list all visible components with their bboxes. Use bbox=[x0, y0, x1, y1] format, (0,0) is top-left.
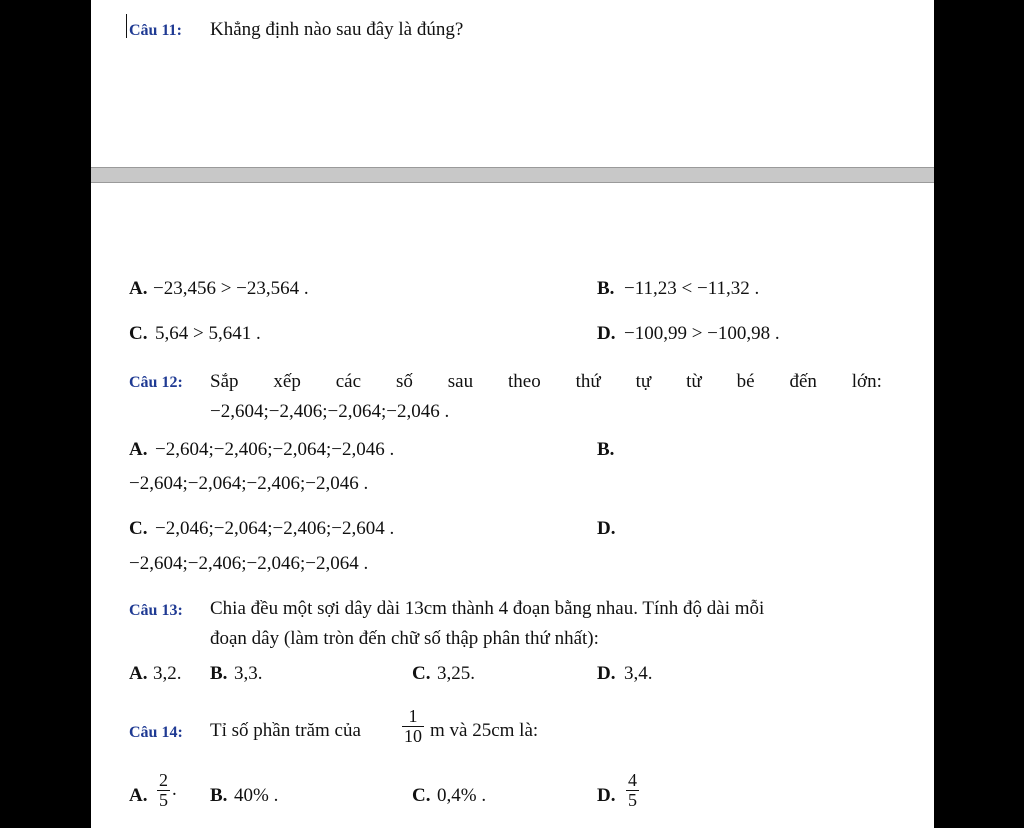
q12-option-a-label: A. bbox=[129, 439, 148, 460]
q14-fraction-numerator: 1 bbox=[408, 706, 418, 726]
q12-word: thứ bbox=[575, 371, 601, 392]
q14-option-d-denominator: 5 bbox=[628, 790, 637, 810]
q11-text: Khẳng định nào sau đây là đúng? bbox=[210, 19, 464, 40]
q11-label: Câu 11: bbox=[129, 22, 182, 39]
q13-label: Câu 13: bbox=[129, 602, 183, 619]
page-break-divider bbox=[91, 167, 934, 183]
text-cursor bbox=[126, 14, 127, 38]
q13-option-b-label: B. bbox=[210, 663, 228, 684]
q11-option-c-label: C. bbox=[129, 323, 148, 344]
q12-option-b-label: B. bbox=[597, 439, 615, 460]
q13-option-d-label: D. bbox=[597, 663, 616, 684]
q13-option-a-text: 3,2. bbox=[153, 663, 182, 684]
q13-line-2: đoạn dây (làm tròn đến chữ số thập phân thứ nhất): bbox=[210, 628, 599, 649]
q14-option-b-label: B. bbox=[210, 785, 228, 806]
q13-option-d-text: 3,4. bbox=[624, 663, 653, 684]
q14-text-before: Tỉ số phần trăm của bbox=[210, 720, 361, 741]
q14-text-after: m và 25cm là: bbox=[430, 720, 539, 741]
q12-word: Sắp bbox=[210, 371, 239, 392]
q13-line-1: Chia đều một sợi dây dài 13cm thành 4 đoạn bằng nhau. Tính độ dài mỗi bbox=[210, 598, 765, 619]
q12-word: bé bbox=[736, 371, 755, 392]
q14-option-d-numerator: 4 bbox=[628, 770, 637, 790]
q12-option-b-text: −2,604;−2,064;−2,406;−2,046 . bbox=[129, 473, 369, 494]
q14-option-a-numerator: 2 bbox=[159, 770, 168, 790]
q12-label: Câu 12: bbox=[129, 374, 183, 391]
q14-option-a-label: A. bbox=[129, 785, 148, 806]
q12-numbers: −2,604;−2,406;−2,064;−2,046 . bbox=[210, 401, 450, 422]
q14-option-b-text: 40% . bbox=[234, 785, 279, 806]
q12-option-c-text: −2,046;−2,064;−2,406;−2,604 . bbox=[155, 518, 395, 539]
q11-option-d-text: −100,99 > −100,98 . bbox=[624, 323, 780, 344]
q14-option-d-label: D. bbox=[597, 785, 616, 806]
q12-option-d-label: D. bbox=[597, 518, 616, 539]
q14-option-d-fraction bbox=[624, 771, 641, 810]
q14-option-a-denominator: 5 bbox=[159, 790, 168, 810]
q12-option-c-label: C. bbox=[129, 518, 148, 539]
q12-question-line bbox=[210, 371, 882, 393]
q12-word: lớn: bbox=[851, 371, 882, 392]
q12-word: đến bbox=[789, 371, 817, 392]
q12-word: theo bbox=[508, 371, 541, 392]
q14-label: Câu 14: bbox=[129, 724, 183, 741]
q14-fraction-denominator: 10 bbox=[404, 726, 422, 746]
q14-option-c-label: C. bbox=[412, 785, 431, 806]
q11-option-d-label: D. bbox=[597, 323, 616, 344]
q14-option-c-text: 0,4% . bbox=[437, 785, 487, 806]
q14-option-a-fraction bbox=[155, 771, 177, 810]
q12-word: từ bbox=[686, 371, 702, 392]
q12-word: số bbox=[395, 371, 413, 392]
q11-option-a-text: −23,456 > −23,564 . bbox=[153, 278, 309, 299]
q12-word: xếp bbox=[273, 371, 301, 392]
q11-option-c-text: 5,64 > 5,641 . bbox=[155, 323, 261, 344]
q14-fraction bbox=[400, 707, 426, 746]
q12-word: sau bbox=[447, 371, 474, 392]
q14-option-a-suffix: . bbox=[172, 778, 177, 800]
q11-option-a-label: A. bbox=[129, 278, 148, 299]
q12-option-d-text: −2,604;−2,406;−2,046;−2,064 . bbox=[129, 553, 369, 574]
q12-word: tự bbox=[635, 371, 652, 392]
q13-option-c-label: C. bbox=[412, 663, 431, 684]
q11-option-b-text: −11,23 < −11,32 . bbox=[624, 278, 760, 299]
q12-option-a-text: −2,604;−2,406;−2,064;−2,046 . bbox=[155, 439, 395, 460]
q13-option-b-text: 3,3. bbox=[234, 663, 263, 684]
q13-option-a-label: A. bbox=[129, 663, 148, 684]
q12-word: các bbox=[335, 371, 362, 392]
q13-option-c-text: 3,25. bbox=[437, 663, 475, 684]
q11-option-b-label: B. bbox=[597, 278, 615, 299]
